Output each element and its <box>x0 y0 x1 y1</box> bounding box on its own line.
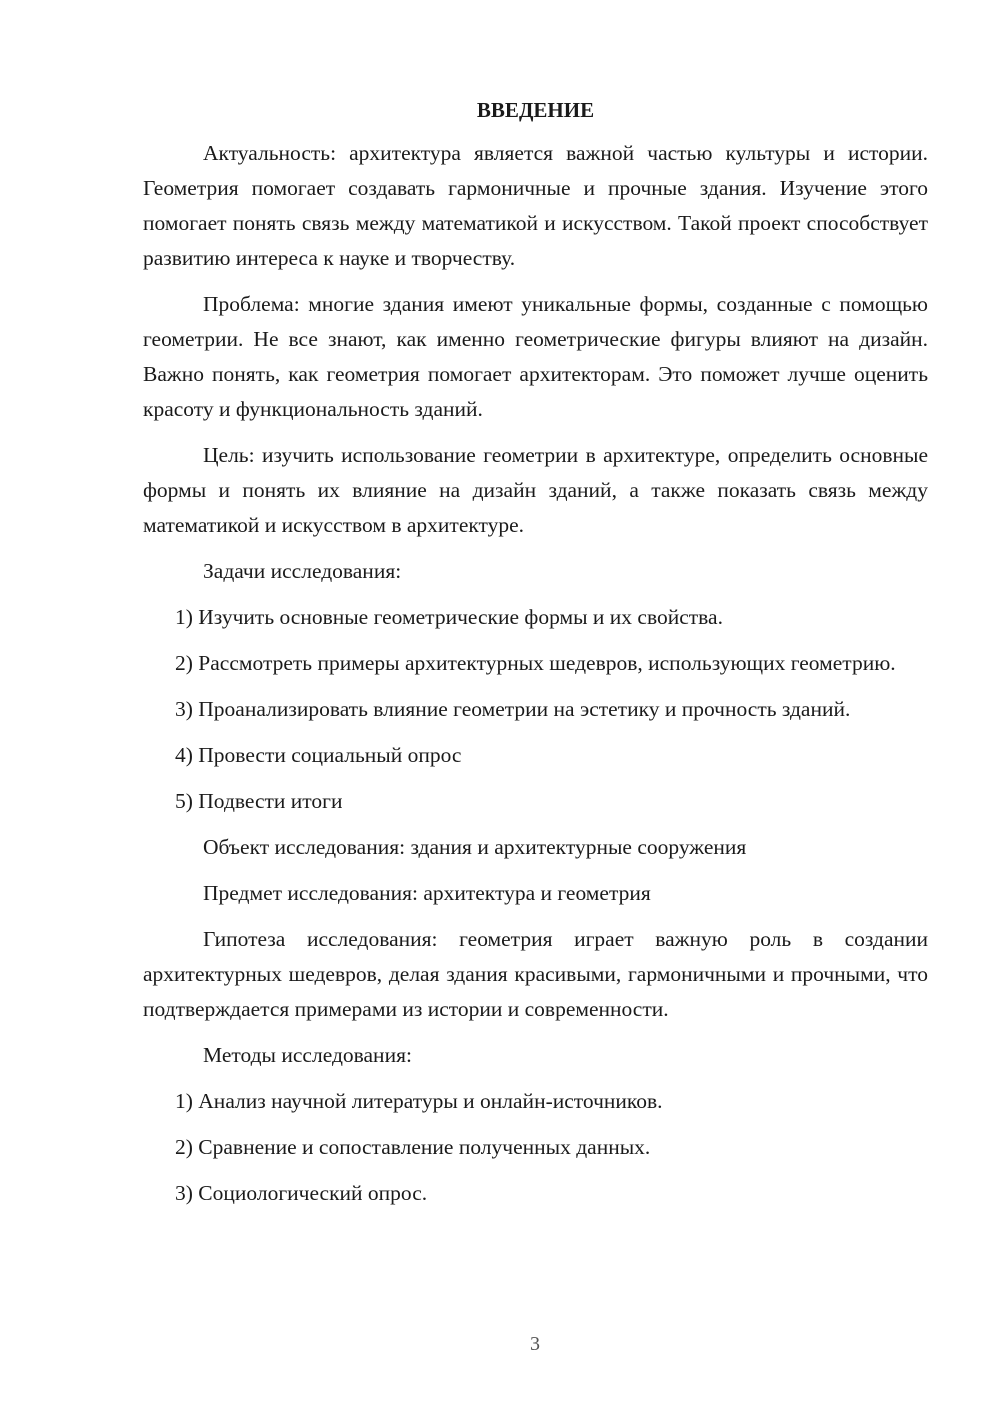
method-item-1: 1) Анализ научной литературы и онлайн-источников. <box>175 1089 663 1113</box>
paragraph-goal: Цель: изучить использование геометрии в архитектуре, определить основные формы и понять их влияние на дизайн зданий, а также показать связь между математикой и искусством в архитектуре. <box>143 443 928 537</box>
method-item-2: 2) Сравнение и сопоставление полученных данных. <box>175 1135 651 1159</box>
methods-heading: Методы исследования: <box>203 1043 412 1067</box>
task-item-1: 1) Изучить основные геометрические формы и их свойства. <box>175 605 723 629</box>
task-item-5: 5) Подвести итоги <box>175 789 343 813</box>
task-item-3: 3) Проанализировать влияние геометрии на эстетику и прочность зданий. <box>175 697 851 721</box>
task-item-4: 4) Провести социальный опрос <box>175 743 462 767</box>
section-title: ВВЕДЕНИЕ <box>476 98 595 122</box>
method-item-3: 3) Социологический опрос. <box>175 1181 428 1205</box>
paragraph-relevance: Актуальность: архитектура является важной частью культуры и истории. Геометрия помогает создавать гармоничные и прочные здания. Изучение этого помогает понять связь между математикой и искусством. Такой проект способствует развитию интереса к науке и творчеству. <box>143 141 928 270</box>
paragraph-object: Объект исследования: здания и архитектурные сооружения <box>203 835 747 859</box>
document-body <box>143 93 928 1222</box>
tasks-heading: Задачи исследования: <box>203 559 402 583</box>
paragraph-problem: Проблема: многие здания имеют уникальные формы, созданные с помощью геометрии. Не все знают, как именно геометрические фигуры влияют на дизайн. Важно понять, как геометрия помогает архитекторам. Это поможет лучше оценить красоту и функциональность зданий. <box>143 292 928 421</box>
paragraph-subject: Предмет исследования: архитектура и геометрия <box>203 881 651 905</box>
page-number: 3 <box>530 1333 540 1355</box>
paragraph-hypothesis: Гипотеза исследования: геометрия играет важную роль в создании архитектурных шедевров, делая здания красивыми, гармоничными и прочными, что подтверждается примерами из истории и современности. <box>143 927 928 1021</box>
task-item-2: 2) Рассмотреть примеры архитектурных шедевров, использующих геометрию. <box>175 651 896 675</box>
